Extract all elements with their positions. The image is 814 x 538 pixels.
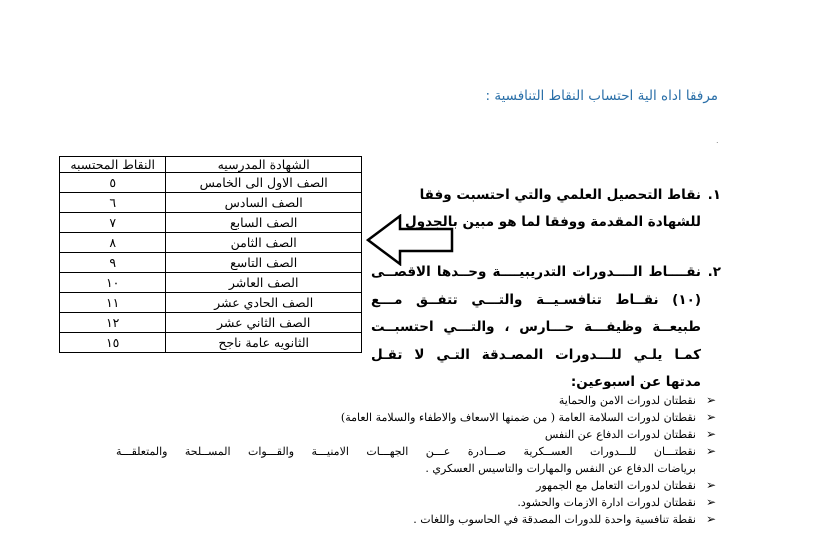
- list-item: [116, 392, 716, 409]
- arrow-bullet-icon: ➢: [705, 512, 716, 526]
- table-row: [60, 333, 362, 353]
- table-header-row: [60, 157, 362, 173]
- grade-cell: الصف الحادي عشر: [166, 293, 362, 313]
- table-row: [60, 213, 362, 233]
- col-header-points: النقاط المحتسبه: [60, 157, 166, 173]
- stray-mark: .: [716, 136, 719, 145]
- points-cell: ١٥: [60, 333, 166, 353]
- table-row: [60, 273, 362, 293]
- arrow-bullet-icon: ➢: [705, 444, 716, 458]
- points-cell: ٩: [60, 253, 166, 273]
- grade-cell: الصف التاسع: [166, 253, 362, 273]
- list-item: [116, 494, 716, 511]
- points-cell: ٦: [60, 193, 166, 213]
- grade-cell: الصف السابع: [166, 213, 362, 233]
- arrow-bullet-icon: ➢: [705, 427, 716, 441]
- grade-cell: الثانويه عامة ناجح: [166, 333, 362, 353]
- table-row: [60, 293, 362, 313]
- grade-cell: الصف السادس: [166, 193, 362, 213]
- list-item-text: نقطتان لدورات السلامة العامة ( من ضمنها الاسعاف والاطفاء والسلامة العامة): [340, 411, 696, 424]
- table-row: [60, 233, 362, 253]
- section-heading: مرفقا اداه الية احتساب النقاط التنافسية :: [485, 88, 718, 104]
- point-1-number: ١.: [707, 187, 721, 203]
- points-cell: ٨: [60, 233, 166, 253]
- arrow-bullet-icon: ➢: [705, 410, 716, 424]
- col-header-certificate: الشهادة المدرسيه: [166, 157, 362, 173]
- list-item: [116, 511, 716, 528]
- arrow-bullet-icon: ➢: [705, 393, 716, 407]
- point-1-line: نقاط التحصيل العلمي والتي احتسبت وفقا: [419, 187, 701, 203]
- table-row: [60, 173, 362, 193]
- list-item-text: نقطتان لدورات الدفاع عن النفس: [544, 428, 696, 441]
- list-item: [116, 443, 716, 477]
- table-row: [60, 193, 362, 213]
- points-cell: ٧: [60, 213, 166, 233]
- list-item-text: نقطتـــان للـــدورات العســكرية صـــادرة عـــن الجهـــات الامنيـــة والقـــوات المســلحة والمتعلقـــة: [116, 445, 696, 458]
- point-2-line: طبيعــة وظيفـــة حـــارس ، والتـــي احتسبــت: [371, 319, 701, 335]
- list-item-text-cont: برياضات الدفاع عن النفس والمهارات والتاسيس العسكري .: [425, 462, 696, 475]
- grade-cell: الصف العاشر: [166, 273, 362, 293]
- grades-points-table: [59, 156, 362, 353]
- list-item-text: نقطتان لدورات ادارة الازمات والحشود.: [517, 496, 696, 509]
- points-cell: ١٠: [60, 273, 166, 293]
- points-cell: ١٢: [60, 313, 166, 333]
- grade-cell: الصف الثاني عشر: [166, 313, 362, 333]
- list-item-text: نقطة تنافسية واحدة للدورات المصدقة في الحاسوب واللغات .: [413, 513, 696, 526]
- list-item: [116, 426, 716, 443]
- courses-bullet-list: [116, 392, 716, 528]
- point-2-number: ٢.: [707, 264, 721, 280]
- table-row: [60, 313, 362, 333]
- arrow-bullet-icon: ➢: [705, 495, 716, 509]
- table-row: [60, 253, 362, 273]
- point-2-line: (١٠) نقــاط تنافسـيــة والتـــي تتفــق مـــع: [371, 291, 701, 308]
- point-1-line: للشهادة المقدمة ووفقا لما هو مبين بالجدول: [405, 214, 701, 230]
- points-cell: ١١: [60, 293, 166, 313]
- arrow-bullet-icon: ➢: [705, 478, 716, 492]
- point-2-line: كمـا يلـي للـــدورات المصـدقة التـي لا تقـل: [371, 346, 701, 363]
- grade-cell: الصف الثامن: [166, 233, 362, 253]
- list-item-text: نقطتان لدورات الامن والحماية: [558, 394, 696, 407]
- grade-cell: الصف الاول الى الخامس: [166, 173, 362, 193]
- point-1-paragraph: [401, 182, 721, 236]
- points-cell: ٥: [60, 173, 166, 193]
- list-item: [116, 477, 716, 494]
- point-2-line: نقــــاط الــــدورات التدريبيــــة وحــدها الاقصــى: [371, 264, 701, 280]
- point-2-line: مدتها عن اسبوعين:: [570, 374, 701, 390]
- list-item-text: نقطتان لدورات التعامل مع الجمهور: [536, 479, 696, 492]
- point-2-paragraph: [371, 259, 721, 397]
- list-item: [116, 409, 716, 426]
